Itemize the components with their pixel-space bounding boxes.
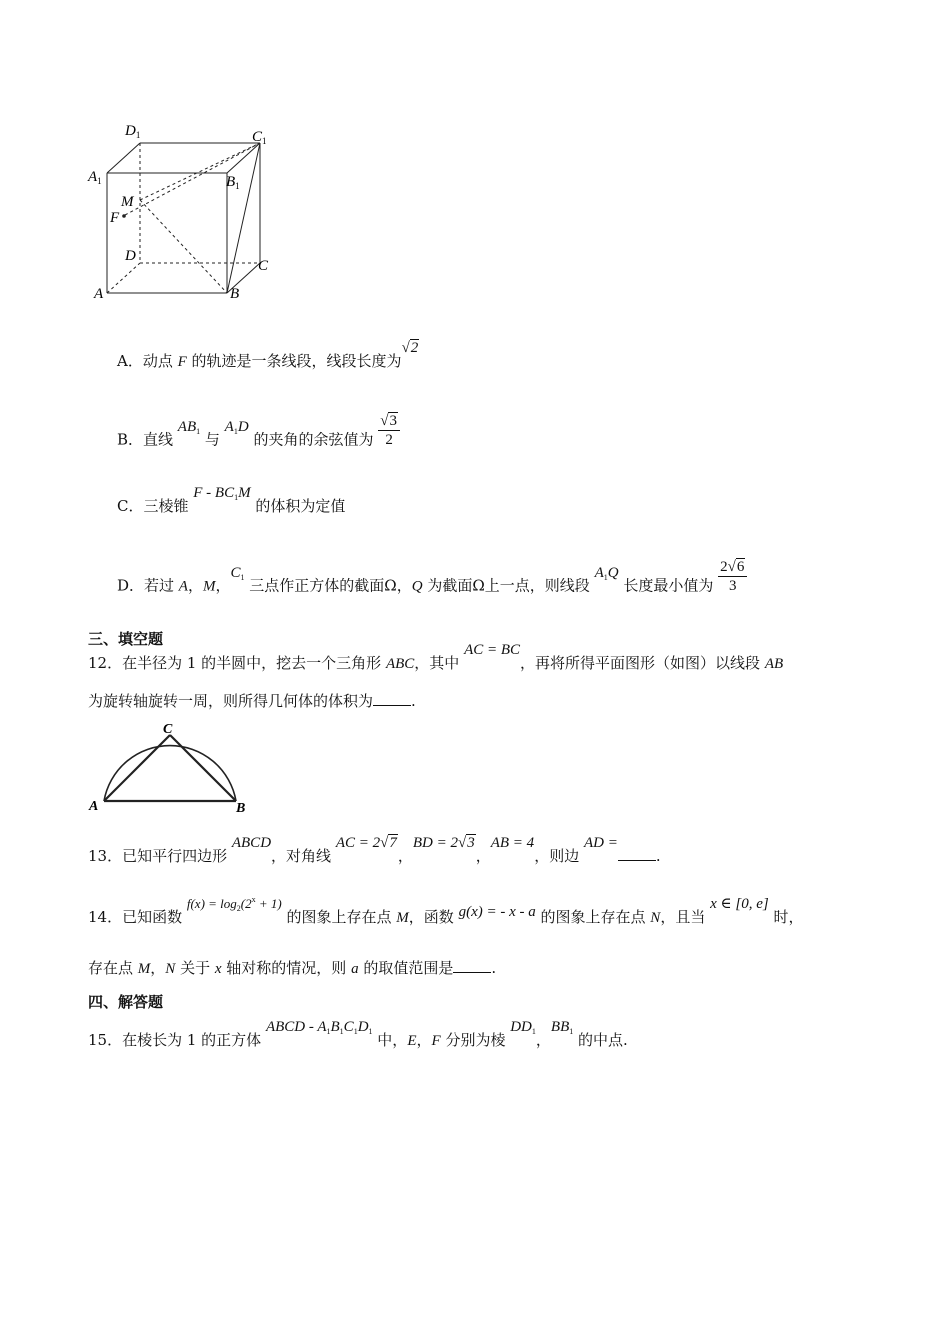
fig-label-a: A xyxy=(89,799,99,814)
label-b1: $B_1$ xyxy=(226,174,240,191)
fig-label-c: C xyxy=(163,722,173,737)
question-13: 13．已知平行四边形 ABCD，对角线 AC = 2√7，BD = 2√3，AB = 4，则边 AD =. xyxy=(88,835,661,865)
label-d1: $D_1$ xyxy=(125,123,141,140)
semicircle-figure xyxy=(86,720,256,815)
question-12-line1: 12．在半径为 1 的半圆中，挖去一个三角形 ABC，其中 AC = BC，再将所得平面图形（如图）以线段 AB xyxy=(88,642,784,672)
question-15: 15．在棱长为 1 的正方体 ABCD - $A_1B_1C_1D_1$ 中，E，F 分别为棱 $DD_1$，$BB_1$ 的中点. xyxy=(88,1019,628,1049)
option-c: C．三棱锥 F - $BC_1M$ 的体积为定值 xyxy=(117,485,346,515)
answer-blank-14[interactable] xyxy=(453,960,491,973)
label-c1: $C_1$ xyxy=(252,129,267,146)
section-title-fill-in: 三、填空题 xyxy=(88,630,164,648)
option-b: B．直线 $AB_1$ 与 $A_1D$ 的夹角的余弦值为 $\frac{√3}{2}$ xyxy=(117,422,400,459)
answer-blank-13[interactable] xyxy=(618,848,656,861)
fig-label-b: B xyxy=(236,801,246,815)
label-a1: $A_1$ xyxy=(88,169,102,186)
question-12-line2: 为旋转轴旋转一周，则所得几何体的体积为 . xyxy=(88,692,416,710)
label-a: A xyxy=(94,286,104,302)
question-14-line2: 存在点 M，N 关于 x 轴对称的情况，则 a 的取值范围是 . xyxy=(88,959,497,977)
label-b: B xyxy=(230,286,240,302)
label-c: C xyxy=(258,258,269,274)
label-d: D xyxy=(125,248,136,264)
section-title-solutions: 四、解答题 xyxy=(88,993,164,1011)
cube-figure xyxy=(80,118,280,308)
question-14-line1: 14．已知函数 $f(x) = \log_2(2^x + 1)$ 的图象上存在点 M，函数 g(x) = - x - a 的图象上存在点 N，且当 x ∈ [0, e] 时， xyxy=(88,895,804,926)
label-f: F xyxy=(110,210,120,226)
option-a: A．动点 F 的轨迹是一条线段，线段长度为√2 xyxy=(117,340,419,370)
option-d: D．若过 A，M，$C_1$ 三点作正方体的截面Ω，Q 为截面Ω上一点，则线段 $A_1Q$ 长度最小值为 $\frac{2√6}{3}$ xyxy=(117,568,747,605)
label-m: M xyxy=(121,194,134,210)
answer-blank-12[interactable] xyxy=(373,693,411,706)
